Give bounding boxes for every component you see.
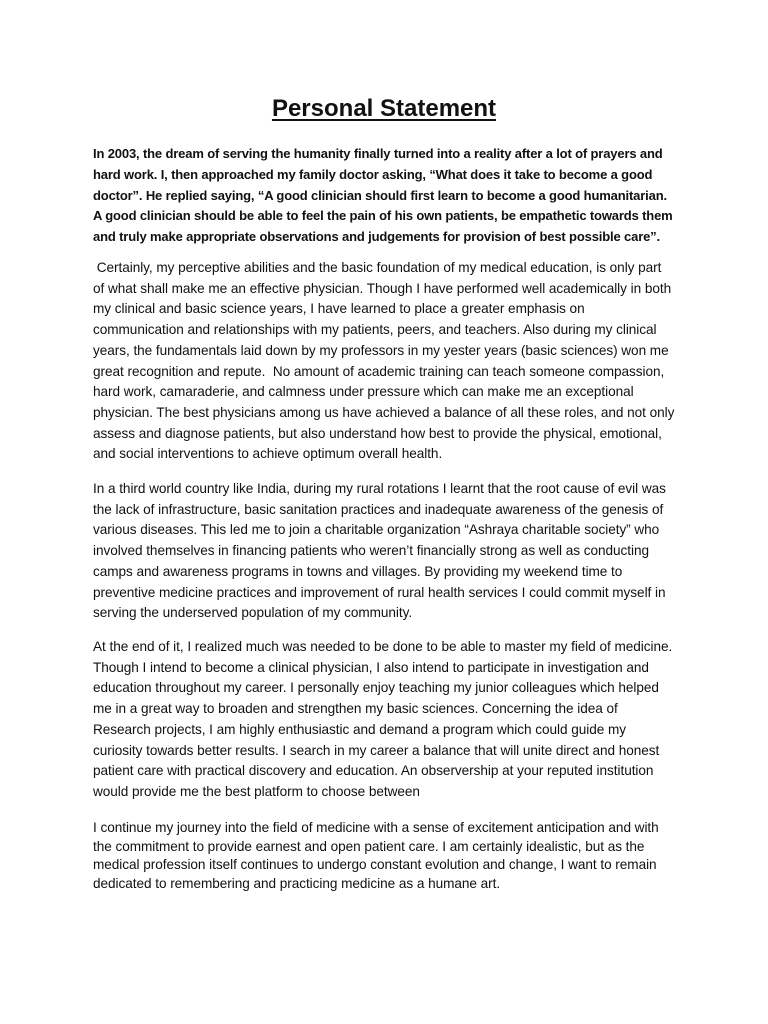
paragraph-4: At the end of it, I realized much was needed to be done to be able to master my field of medicine. Though I intend to become a clinical physician, I also intend to participate in investigation and education throughout my career. I personally enjoy teaching my junior colleagues which helped me in a great way to broaden and strengthen my basic sciences. Concerning the idea of Research projects, I am highly enthusiastic and demand a program which could guide my curiosity towards better results. I search in my career a balance that will unite direct and honest patient care with practical discovery and education. An observership at your reputed institution would provide me the best platform to choose between xyxy=(93,639,673,799)
paragraph-1: In 2003, the dream of serving the humanity finally turned into a reality after a lot of prayers and hard work. I, then approached my family doctor asking, “What does it take to become a good doctor”. He replied saying, “A good clinician should first learn to become a good humanitarian. A good clinician should be able to feel the pain of his own patients, be empathetic towards them and truly make appropriate observations and judgements for provision of best possible care”. xyxy=(93,146,673,245)
document-title: Personal Statement xyxy=(271,95,497,122)
paragraph-2: Certainly, my perceptive abilities and the basic foundation of my medical education, is only part of what shall make me an effective physician. Though I have performed well academically in both my clinical and basic science years, I have learned to place a greater emphasis on communication and relationships with my patients, peers, and teachers. Also during my clinical years, the fundamentals laid down by my professors in my yester years (basic sciences) won me great recognition and repute. No amount of academic training can teach someone compassion, hard work, camaraderie, and calmness under pressure which can make me an exceptional physician. The best physicians among us have achieved a balance of all these roles, and not only assess and diagnose patients, but also understand how best to provide the physical, emotional, and social interventions to achieve optimum overall health. xyxy=(93,260,679,462)
paragraph-5: I continue my journey into the field of medicine with a sense of excitement anticipation and with the commitment to provide earnest and open patient care. I am certainly idealistic, but as the medical profession itself continues to undergo constant evolution and change, I want to remain dedicated to remembering and practicing medicine as a humane art. xyxy=(93,820,659,891)
paragraph-3: In a third world country like India, during my rural rotations I learnt that the root cause of evil was the lack of infrastructure, basic sanitation practices and inadequate awareness of the genesis of various diseases. This led me to join a charitable organization “Ashraya charitable society” who involved themselves in financing patients who weren’t financially strong as well as conducting camps and awareness programs in towns and villages. By providing my weekend time to preventive medicine practices and improvement of rural health services I could commit myself in serving the underserved population of my community. xyxy=(93,481,666,621)
